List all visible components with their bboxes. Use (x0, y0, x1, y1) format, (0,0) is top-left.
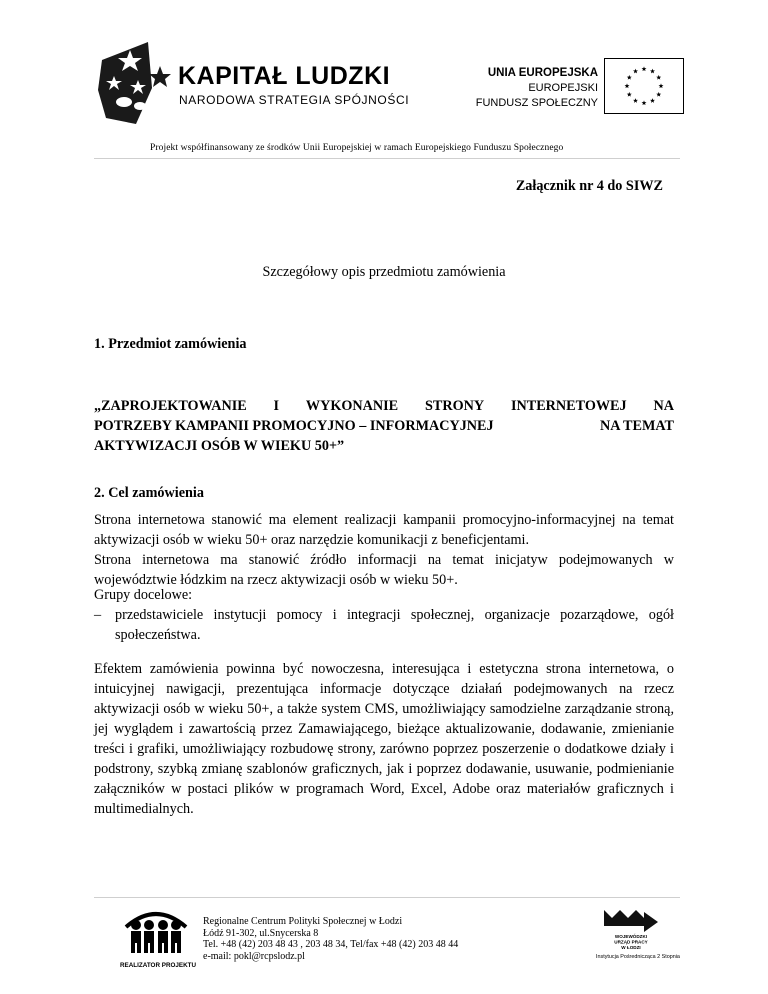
wup-line-1: WOJEWÓDZKI (614, 934, 648, 939)
target-groups-list (94, 605, 674, 645)
eu-line-1: UNIA EUROPEJSKA (487, 67, 598, 79)
people-group-icon (120, 905, 192, 955)
footer-address (203, 916, 458, 962)
document-title: Szczegółowy opis przedmiotu zamówienia (262, 264, 506, 280)
goal-paragraphs (94, 510, 674, 590)
eu-star-icon (656, 92, 661, 97)
order-subject-line-3: AKTYWIZACJI OSÓB W WIEKU 50+” (94, 438, 345, 454)
title-word: „ZAPROJEKTOWANIE (94, 398, 247, 414)
eu-line-2: EUROPEJSKI (528, 82, 598, 94)
title-word: STRONY (424, 398, 485, 414)
eu-star-icon (656, 75, 661, 80)
eu-star-icon (650, 69, 655, 74)
eu-star-icon (642, 100, 647, 105)
eu-star-icon (633, 98, 638, 103)
address-line-4: e-mail: pokl@rcpslodz.pl (203, 950, 305, 962)
attachment-label: Załącznik nr 4 do SIWZ (515, 178, 663, 194)
address-line-3: Tel. +48 (42) 203 48 43 , 203 48 34, Tel/fax +48 (42) 203 48 44 (203, 939, 459, 950)
address-line-1: Regionalne Centrum Polityki Społecznej w Łodzi (203, 916, 403, 927)
goal-paragraph-1: Strona internetowa stanowić ma element realizacji kampanii promocyjno-informacyjnej na temat aktywizacji osób w wieku 50+ oraz narzędzie komunikacji z beneficjentami. (94, 512, 674, 548)
wup-logo (596, 906, 680, 960)
title-word: NA (653, 398, 674, 414)
eu-flag-icon (604, 58, 684, 114)
section-2-heading: 2. Cel zamówienia (94, 485, 204, 501)
order-subject-title (94, 396, 674, 456)
eu-star-icon (642, 66, 647, 71)
title-segment: POTRZEBY KAMPANII PROMOCYJNO – INFORMACYJNEJ (94, 418, 494, 434)
eu-star-icon (633, 69, 638, 74)
eu-star-icon (650, 98, 655, 103)
wup-arrow-icon (602, 906, 660, 952)
goal-paragraph-2: Strona internetowa ma stanowić źródło informacji na temat inicjatyw podejmowanych w województwie łódzkim na rzecz aktywizacji osób w wieku 50+. (94, 552, 674, 588)
address-line-2: Łódź 91-302, ul.Snycerska 8 (203, 927, 319, 939)
title-word: I (273, 398, 280, 414)
order-subject-line-2 (94, 416, 674, 436)
header-divider (94, 158, 680, 159)
title-segment: NA TEMAT (600, 418, 674, 434)
order-subject-line-1 (94, 396, 674, 416)
footer-divider (94, 897, 680, 898)
eu-label (466, 66, 598, 111)
section-1-heading: 1. Przedmiot zamówienia (94, 336, 247, 352)
eu-star-icon (659, 83, 664, 88)
logo-subtitle: NARODOWA STRATEGIA SPÓJNOŚCI (179, 93, 410, 107)
kapital-ludzki-logo-icon (96, 40, 172, 131)
logo-title: KAPITAŁ LUDZKI (178, 62, 391, 90)
wup-caption: Instytucja Pośrednicząca 2 Stopnia (596, 954, 680, 960)
list-item: przedstawiciele instytucji pomocy i integracji społecznej, organizacje pozarządowe, ogół społeczeństwa. (115, 607, 674, 643)
realizator-label: REALIZATOR PROJEKTU (120, 962, 197, 969)
realizator-logo (120, 905, 197, 969)
eu-line-3: FUNDUSZ SPOŁECZNY (475, 97, 598, 109)
wup-line-2: URZĄD PRACY (614, 939, 648, 945)
eu-star-icon (625, 83, 630, 88)
effect-paragraph: Efektem zamówienia powinna być nowoczesna, interesująca i estetyczna strona internetowa, o intuicyjnej nawigacji, prezentująca informacje dotyczące działań podejmowanych na rzecz aktywizacji osób w wieku 50+, a także system CMS, umożliwiający samodzielne zarządzanie stroną, jej wyglądem i zawartością przez Zamawiającego, bieżące aktualizowanie, dodawanie, zmienianie treści i grafiki, umożliwiający rozbudowę strony, zarówno poprzez poszerzenie o dodatkowe działy i podstrony, szybką zmianę szablonów graficznych, jak i poprzez dodawanie, usuwanie, podmienianie załączników w postaci plików w programach Word, Excel, Adobe oraz materiałów graficznych i multimedialnych. (94, 661, 674, 817)
wup-logo-box (602, 906, 660, 952)
eu-star-icon (627, 75, 632, 80)
project-cofinancing-note: Projekt współfinansowany ze środków Unii Europejskiej w ramach Europejskiego Funduszu Społecznego (150, 143, 564, 153)
eu-star-icon (627, 92, 632, 97)
title-word: WYKONANIE (305, 398, 399, 414)
list-bullet: – (94, 607, 102, 623)
target-groups-label: Grupy docelowe: (94, 587, 193, 603)
title-word: INTERNETOWEJ (510, 398, 627, 414)
wup-line-3: W ŁODZI (621, 945, 641, 950)
